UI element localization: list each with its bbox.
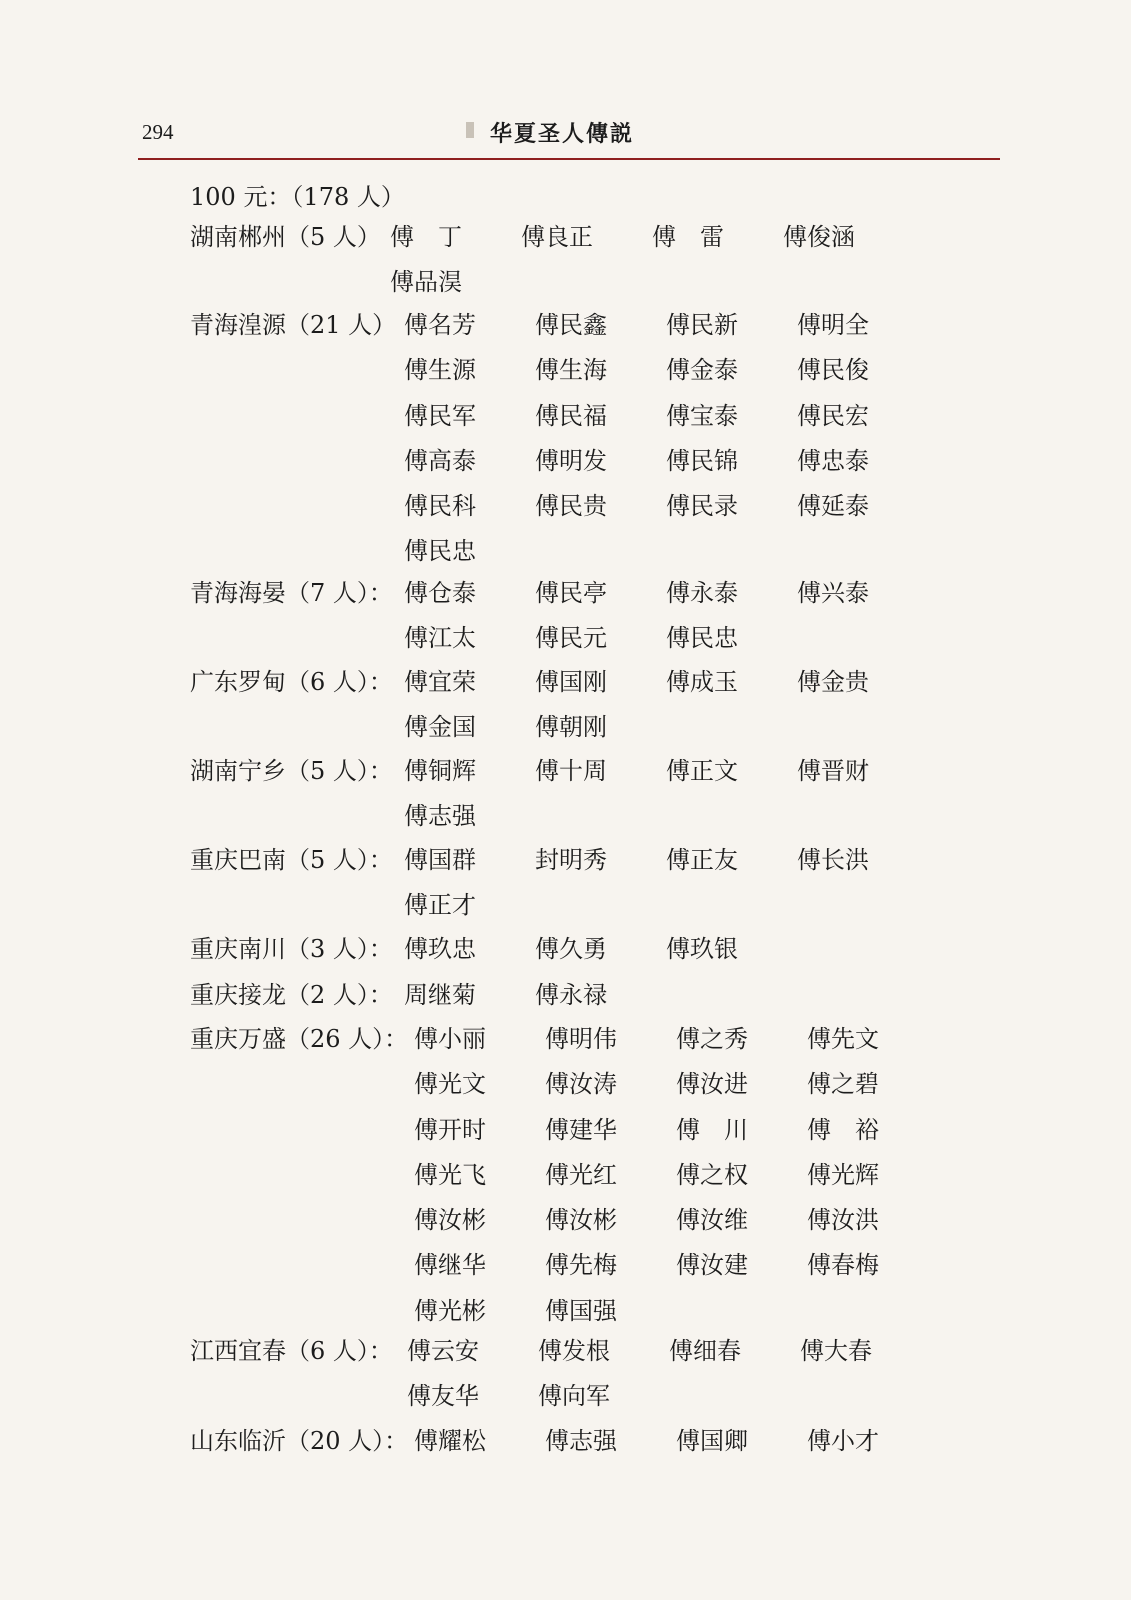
donor-name: 傅良正	[521, 223, 593, 251]
donor-name: 傅民新	[666, 311, 738, 339]
donor-name: 傅之碧	[807, 1070, 879, 1099]
region-label: 重庆接龙（2 人）：	[190, 981, 393, 1009]
name-row	[414, 1296, 938, 1341]
name-grid	[390, 222, 914, 313]
donor-name: 傅建华	[545, 1115, 617, 1144]
donor-name: 傅继华	[414, 1251, 486, 1280]
donor-name: 傅永泰	[666, 579, 738, 607]
donor-name: 傅民忠	[666, 624, 738, 653]
donor-name: 傅 川	[676, 1115, 748, 1144]
name-row	[404, 446, 928, 491]
donor-name: 傅民亭	[535, 579, 607, 607]
donor-name: 傅民军	[404, 401, 476, 430]
region-label: 山东临沂（20 人）：	[190, 1427, 409, 1455]
donor-name: 傅明发	[535, 446, 607, 475]
name-row	[404, 801, 928, 846]
donor-name: 傅汝维	[676, 1206, 748, 1235]
donor-name: 傅永禄	[535, 981, 607, 1009]
donor-name: 傅耀松	[414, 1427, 486, 1455]
donor-name: 傅春梅	[807, 1251, 879, 1280]
donor-name: 傅宜荣	[404, 668, 476, 696]
name-row	[414, 1205, 938, 1250]
header-ornament	[466, 122, 474, 138]
region-label: 青海海晏（7 人）：	[190, 579, 393, 607]
name-row	[404, 355, 928, 400]
name-row	[414, 1024, 938, 1069]
donor-name: 傅光飞	[414, 1160, 486, 1189]
donor-name: 傅十周	[535, 757, 607, 785]
donor-name: 傅名芳	[404, 311, 476, 339]
donor-name: 傅 裕	[807, 1115, 879, 1144]
donor-name: 傅细春	[669, 1337, 741, 1365]
region-label: 湖南宁乡（5 人）：	[190, 757, 393, 785]
name-row	[404, 756, 928, 801]
donor-name: 傅云安	[407, 1337, 479, 1365]
donor-name: 傅民科	[404, 492, 476, 521]
donor-name: 傅明伟	[545, 1025, 617, 1053]
name-row	[414, 1115, 938, 1160]
donor-name: 傅汝建	[676, 1251, 748, 1280]
name-row	[404, 845, 928, 890]
donor-name: 傅久勇	[535, 935, 607, 963]
name-row	[414, 1426, 938, 1471]
donor-name: 傅正才	[404, 891, 476, 920]
donor-name: 傅民俊	[797, 356, 869, 385]
donor-name: 傅民宏	[797, 401, 869, 430]
donor-name: 傅生源	[404, 356, 476, 385]
donor-name: 傅民鑫	[535, 311, 607, 339]
donor-name: 傅汝进	[676, 1070, 748, 1099]
donor-name: 傅国群	[404, 846, 476, 874]
name-grid	[414, 1426, 938, 1471]
donor-name: 傅品淏	[390, 268, 462, 297]
donor-name: 傅光红	[545, 1160, 617, 1189]
donor-name: 傅汝彬	[545, 1206, 617, 1235]
page-number: 294	[142, 120, 174, 144]
name-grid	[404, 980, 666, 1025]
donor-name: 傅汝彬	[414, 1206, 486, 1235]
donation-summary: 100 元：（178 人）	[190, 183, 405, 211]
donor-name: 傅国刚	[535, 668, 607, 696]
donor-name: 傅民录	[666, 492, 738, 521]
donor-name: 傅国卿	[676, 1427, 748, 1455]
donor-name: 傅铜辉	[404, 757, 476, 785]
name-row	[404, 712, 928, 757]
donor-name: 傅高泰	[404, 446, 476, 475]
name-row	[404, 934, 797, 979]
donor-name: 傅小才	[807, 1427, 879, 1455]
name-row	[414, 1250, 938, 1295]
name-row	[404, 623, 928, 668]
name-row	[404, 667, 928, 712]
donor-name: 傅晋财	[797, 757, 869, 785]
name-row	[404, 310, 928, 355]
donor-name: 傅大春	[800, 1337, 872, 1365]
donor-name: 傅正文	[666, 757, 738, 785]
donor-name: 傅延泰	[797, 492, 869, 521]
name-row	[414, 1160, 938, 1205]
donor-name: 傅正友	[666, 846, 738, 874]
name-row	[407, 1336, 931, 1381]
donor-name: 傅仓泰	[404, 579, 476, 607]
name-grid	[414, 1024, 938, 1341]
name-grid	[404, 578, 928, 669]
name-grid	[407, 1336, 931, 1427]
region-label: 广东罗甸（6 人）：	[190, 668, 393, 696]
donor-name: 傅兴泰	[797, 579, 869, 607]
donor-name: 傅 丁	[390, 223, 462, 251]
region-label: 重庆万盛（26 人）：	[190, 1025, 409, 1053]
running-title: 华夏圣人傳説	[490, 122, 635, 147]
name-grid	[404, 756, 928, 847]
donor-name: 傅汝洪	[807, 1206, 879, 1235]
name-grid	[404, 310, 928, 582]
donor-name: 傅宝泰	[666, 401, 738, 430]
donor-name: 傅民锦	[666, 446, 738, 475]
donor-name: 傅民贵	[535, 492, 607, 521]
donor-name: 傅民福	[535, 401, 607, 430]
donor-name: 傅光文	[414, 1070, 486, 1099]
name-row	[390, 222, 914, 267]
donor-name: 傅先文	[807, 1025, 879, 1053]
name-grid	[404, 667, 928, 758]
donor-name: 傅友华	[407, 1382, 479, 1411]
donor-name: 傅明全	[797, 311, 869, 339]
donor-name: 傅玖银	[666, 935, 738, 963]
header-rule	[138, 158, 1000, 160]
donor-name: 封明秀	[535, 846, 607, 874]
donor-name: 傅成玉	[666, 668, 738, 696]
donor-name: 傅志强	[545, 1427, 617, 1455]
donor-name: 傅玖忠	[404, 935, 476, 963]
region-label: 重庆南川（3 人）：	[190, 935, 393, 963]
donor-name: 傅江太	[404, 624, 476, 653]
donor-name: 傅 雷	[652, 223, 724, 251]
donor-name: 傅之权	[676, 1160, 748, 1189]
donor-name: 傅金国	[404, 713, 476, 742]
name-row	[404, 401, 928, 446]
name-row	[404, 890, 928, 935]
name-row	[404, 536, 928, 581]
region-label: 江西宜春（6 人）：	[190, 1337, 393, 1365]
donor-name: 傅生海	[535, 356, 607, 385]
name-grid	[404, 845, 928, 936]
donor-name: 傅民忠	[404, 537, 476, 566]
donor-name: 傅民元	[535, 624, 607, 653]
donor-name: 傅之秀	[676, 1025, 748, 1053]
donor-name: 傅小丽	[414, 1025, 486, 1053]
region-label: 重庆巴南（5 人）：	[190, 846, 393, 874]
donor-name: 傅金贵	[797, 668, 869, 696]
region-label: 青海湟源（21 人）	[190, 311, 397, 339]
donor-name: 傅开时	[414, 1115, 486, 1144]
donor-name: 傅汝涛	[545, 1070, 617, 1099]
donor-name: 傅金泰	[666, 356, 738, 385]
donor-name: 傅俊涵	[783, 223, 855, 251]
donor-name: 傅向军	[538, 1382, 610, 1411]
donor-name: 傅发根	[538, 1337, 610, 1365]
donor-name: 傅志强	[404, 802, 476, 831]
region-label: 湖南郴州（5 人）	[190, 223, 381, 251]
name-row	[404, 980, 666, 1025]
donor-name: 周继菊	[404, 981, 476, 1009]
name-grid	[404, 934, 797, 979]
donor-name: 傅国强	[545, 1296, 617, 1325]
donor-name: 傅光辉	[807, 1160, 879, 1189]
donor-name: 傅长洪	[797, 846, 869, 874]
donor-name: 傅朝刚	[535, 713, 607, 742]
name-row	[390, 267, 914, 312]
name-row	[404, 491, 928, 536]
donor-name: 傅先梅	[545, 1251, 617, 1280]
name-row	[407, 1381, 931, 1426]
name-row	[414, 1069, 938, 1114]
name-row	[404, 578, 928, 623]
donor-name: 傅光彬	[414, 1296, 486, 1325]
donor-name: 傅忠泰	[797, 446, 869, 475]
